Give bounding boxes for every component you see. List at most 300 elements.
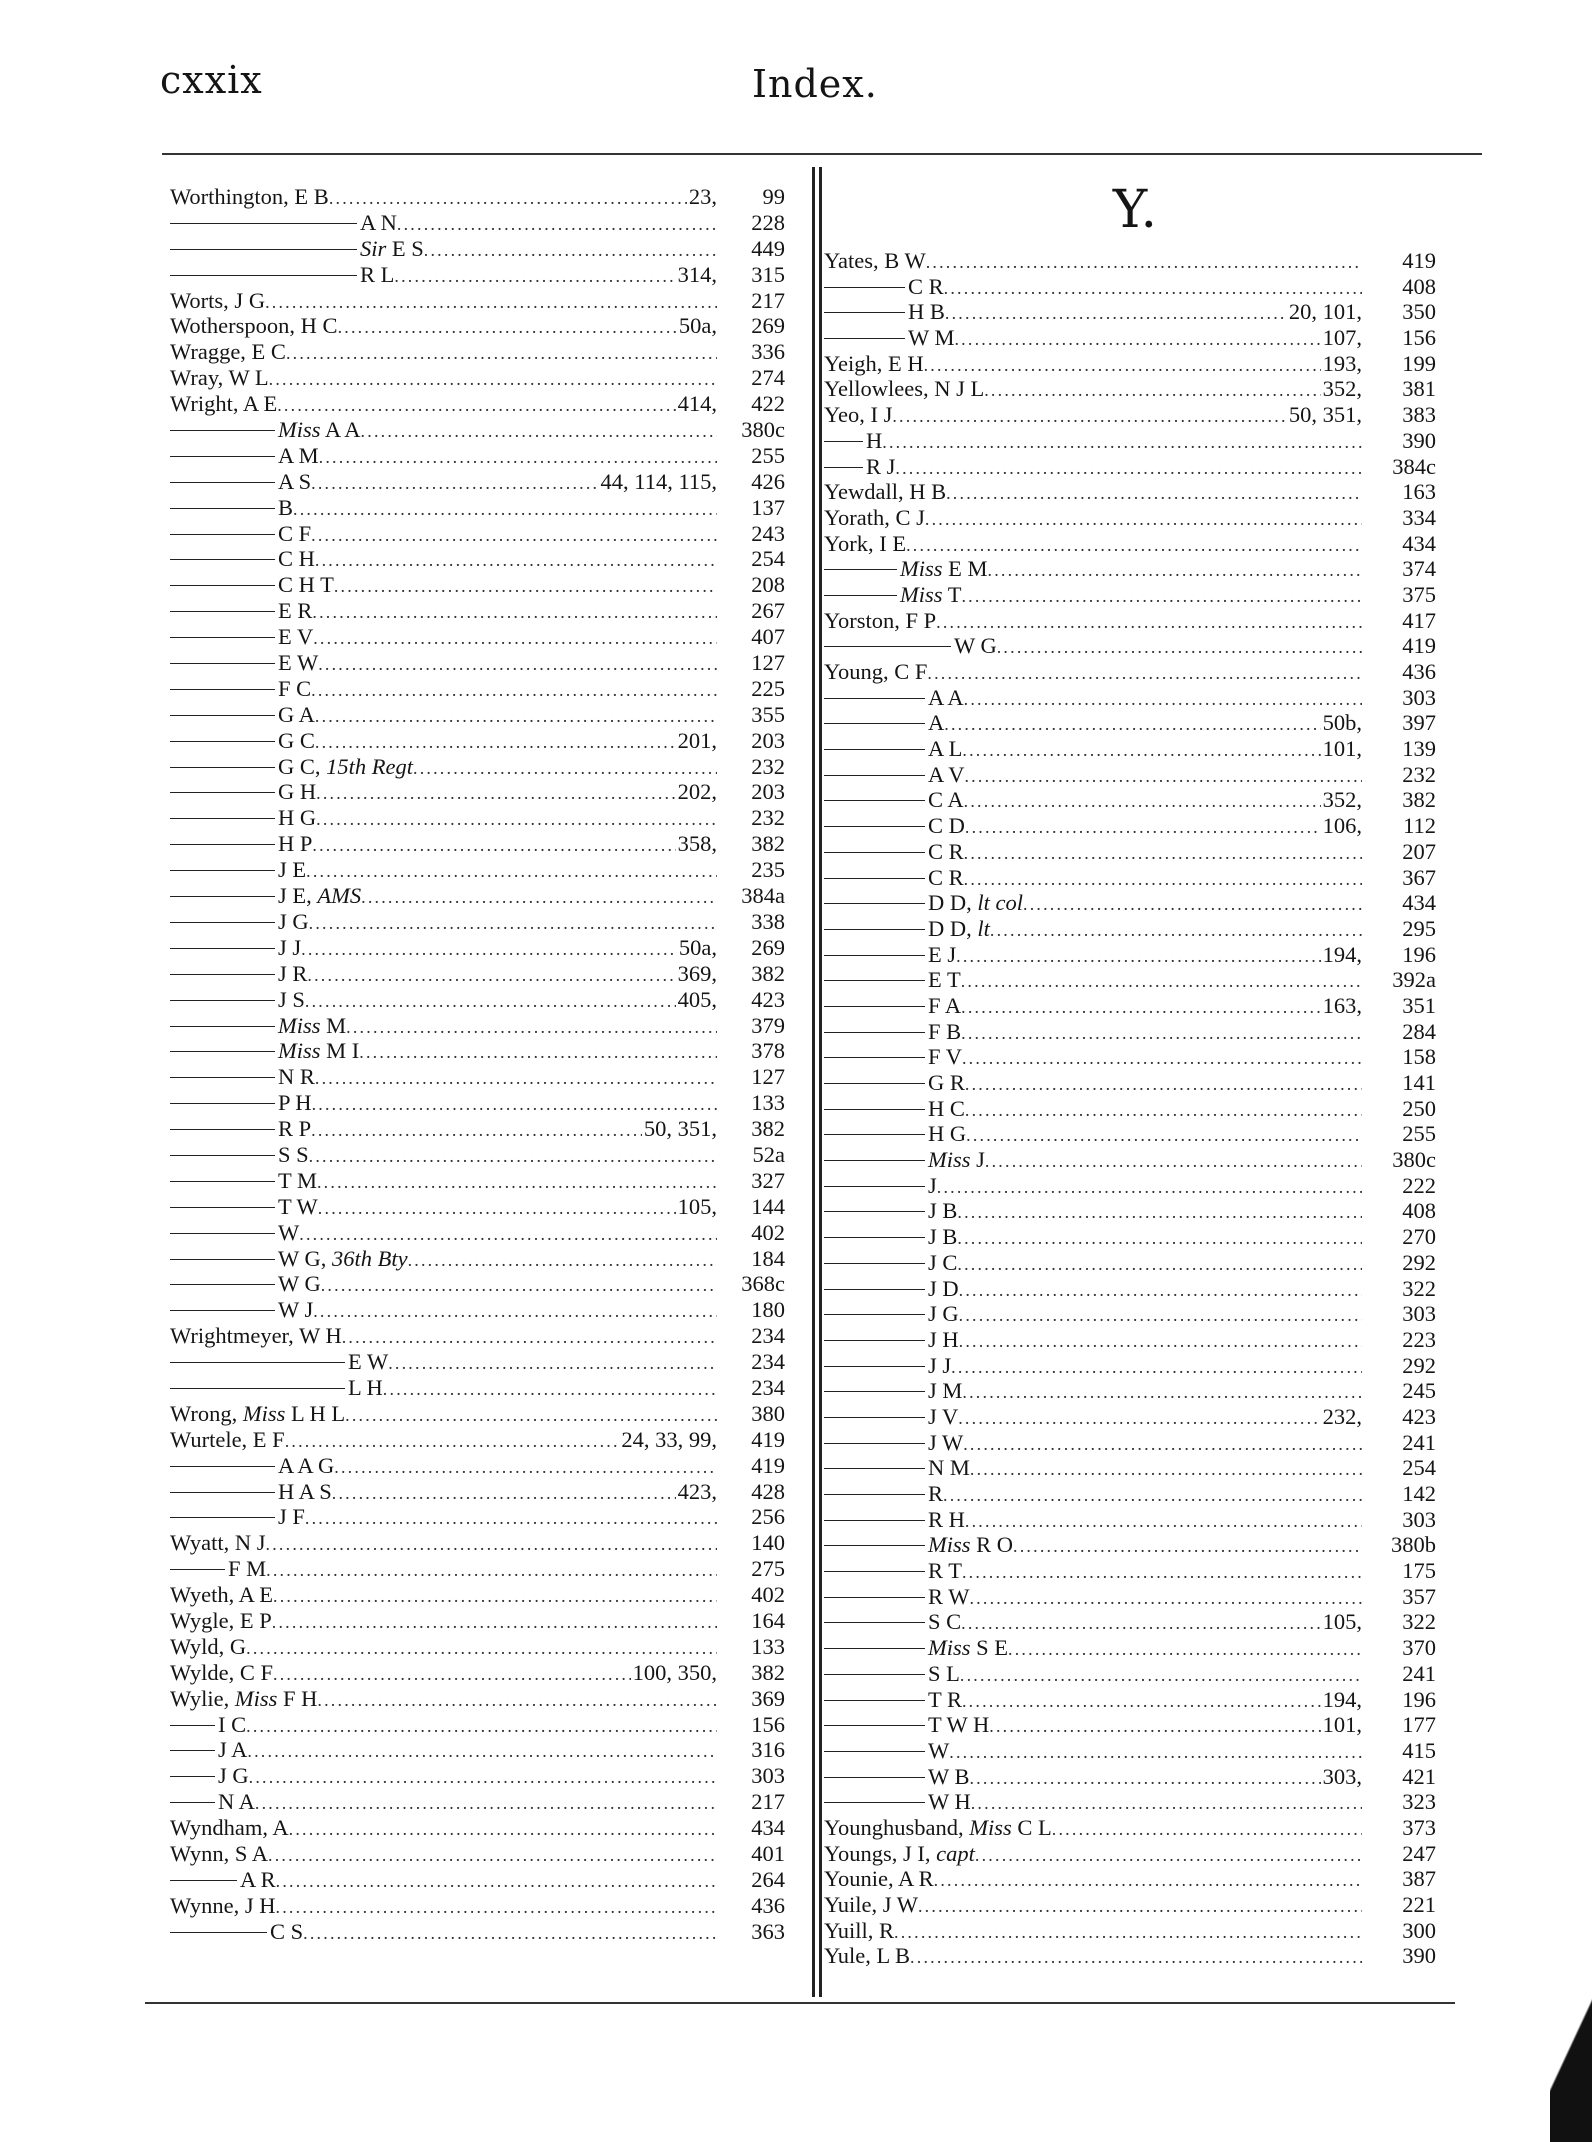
entry-name-text: H C: [928, 1095, 965, 1121]
ditto-dash: [170, 430, 275, 431]
leader-dots: [965, 1509, 1362, 1535]
entry-additional-pages: 105,: [1322, 1609, 1362, 1635]
entry-name-text: H B: [908, 299, 945, 325]
leader-dots: [383, 1377, 717, 1403]
leader-dots: [966, 1123, 1362, 1149]
entry-name: [278, 1168, 317, 1194]
entry-page-number: 428: [751, 1478, 785, 1504]
entry-additional-pages: 50b,: [1322, 710, 1362, 736]
entry-rank-suffix: lt: [977, 915, 990, 941]
entry-name: [824, 479, 946, 505]
leader-dots: [286, 341, 717, 367]
leader-dots: [309, 911, 717, 937]
entry-name: [824, 659, 927, 685]
leader-dots: [311, 471, 598, 497]
leader-dots: [962, 1689, 1321, 1715]
index-entry: [170, 495, 785, 521]
leader-dots: [1008, 1637, 1362, 1663]
entry-additional-pages: 358,: [677, 831, 717, 857]
entry-page-number: 269: [751, 313, 785, 339]
index-entry: [824, 1532, 1436, 1558]
entry-title-prefix: Miss: [928, 1147, 971, 1173]
entry-name-text: A N: [360, 209, 397, 235]
index-entry: [824, 1276, 1436, 1302]
entry-page-number: 419: [1402, 633, 1436, 659]
ditto-dash: [824, 1006, 925, 1007]
entry-page-number: 203: [751, 727, 785, 753]
ditto-dash: [824, 1134, 925, 1135]
entry-page-number: 133: [751, 1090, 785, 1116]
entry-name-text: F B: [928, 1018, 962, 1044]
ditto-dash: [170, 844, 275, 845]
entry-name: [928, 1147, 985, 1173]
index-entry: [170, 1090, 785, 1116]
entry-name-text: A A G: [278, 1452, 335, 1478]
index-entry: [824, 428, 1436, 454]
index-entry: [170, 1116, 785, 1142]
index-entry: [824, 1918, 1436, 1944]
entry-name-text: J S: [278, 986, 305, 1012]
index-entry: [170, 1867, 785, 1893]
ditto-dash: [170, 1802, 215, 1803]
leader-dots: [892, 404, 1287, 430]
entry-page-number: 163: [1402, 479, 1436, 505]
entry-name: [928, 1687, 962, 1713]
entry-name-text: H A S: [278, 1478, 332, 1504]
entry-name: [278, 598, 312, 624]
ditto-dash: [824, 1314, 925, 1315]
index-entry: [824, 1070, 1436, 1096]
leader-dots: [984, 378, 1320, 404]
entry-name-text: N A: [218, 1789, 255, 1815]
entry-name-text: T: [947, 581, 962, 607]
entry-name: [928, 1584, 969, 1610]
leader-dots: [906, 533, 1362, 559]
entry-name-text: J V: [928, 1403, 959, 1429]
entry-name: [928, 1738, 949, 1764]
index-entry: [170, 1919, 785, 1945]
ditto-dash: [824, 1648, 925, 1649]
ditto-dash: [170, 1388, 345, 1389]
entry-name: [928, 1198, 957, 1224]
column-divider-left-line: [812, 167, 815, 1997]
index-entry: [170, 1815, 785, 1841]
entry-name-text: C R: [928, 838, 964, 864]
entry-name-text: Younie, A R: [824, 1866, 934, 1892]
leader-dots: [313, 626, 717, 652]
entry-name-text: J G: [218, 1763, 249, 1789]
entry-additional-pages: 20, 101,: [1288, 299, 1362, 325]
entry-name-text: E T: [928, 967, 961, 993]
ditto-dash: [170, 275, 357, 276]
leader-dots: [962, 1560, 1362, 1586]
leader-dots: [969, 1586, 1362, 1612]
entry-name: [278, 1271, 321, 1297]
entry-name: [348, 1349, 388, 1375]
leader-dots: [927, 661, 1362, 687]
ditto-dash: [170, 922, 275, 923]
entry-page-number: 303: [1402, 1506, 1436, 1532]
entry-name-text: York, I E: [824, 530, 907, 556]
entry-name-text: F H: [283, 1685, 318, 1711]
entry-additional-pages: 202,: [677, 779, 717, 805]
entry-name-text: T W: [278, 1193, 318, 1219]
index-entry: [170, 1375, 785, 1401]
entry-name: [928, 1609, 961, 1635]
entry-name-text: Yeigh, E H: [824, 350, 924, 376]
entry-name-text: L H L: [290, 1400, 346, 1426]
ditto-dash: [170, 637, 275, 638]
entry-name: [278, 857, 306, 883]
entry-name: [928, 1789, 971, 1815]
ditto-dash: [824, 1725, 925, 1726]
entry-name: [928, 1096, 965, 1122]
entry-page-number: 245: [1402, 1378, 1436, 1404]
entry-name: [170, 1634, 246, 1660]
leader-dots: [975, 1843, 1362, 1869]
entry-title-prefix: Miss: [278, 417, 321, 443]
entry-name-text: Youngs, J I,: [824, 1840, 931, 1866]
entry-page-number: 397: [1402, 710, 1436, 736]
entry-name-text: A M: [278, 442, 319, 468]
ditto-dash: [170, 1466, 275, 1467]
index-entry: [824, 1019, 1436, 1045]
ditto-dash: [824, 1263, 925, 1264]
entry-page-number: 158: [1402, 1044, 1436, 1070]
index-entry: [824, 710, 1436, 736]
entry-name-text: Yeo, I J: [824, 402, 893, 428]
leader-dots: [971, 1791, 1362, 1817]
leader-dots: [924, 353, 1321, 379]
index-entry: [824, 633, 1436, 659]
ditto-dash: [170, 792, 275, 793]
entry-name: [278, 754, 413, 780]
index-entry: [824, 659, 1436, 685]
entry-name: [278, 1453, 334, 1479]
leader-dots: [276, 1869, 717, 1895]
ditto-dash: [170, 1103, 275, 1104]
entry-page-number: 380c: [1392, 1147, 1436, 1173]
entry-name-text: W J: [278, 1297, 314, 1323]
ditto-dash: [170, 508, 275, 509]
ditto-dash: [170, 559, 275, 560]
index-entry: [824, 993, 1436, 1019]
ditto-dash: [170, 1569, 225, 1570]
ditto-dash: [824, 980, 925, 981]
ditto-dash: [170, 223, 357, 224]
entry-page-number: 267: [751, 598, 785, 624]
entry-page-number: 401: [751, 1841, 785, 1866]
entry-name: [170, 1427, 285, 1453]
ditto-dash: [170, 663, 275, 664]
entry-page-number: 234: [751, 1374, 785, 1400]
entry-name-text: Wyatt, N J: [170, 1530, 266, 1556]
index-entry: [170, 1530, 785, 1556]
leader-dots: [315, 1066, 717, 1092]
entry-name: [278, 779, 316, 805]
ditto-dash: [824, 1700, 925, 1701]
entry-page-number: 378: [751, 1038, 785, 1064]
index-entry: [170, 1142, 785, 1168]
entry-name-text: T R: [928, 1686, 962, 1712]
entry-page-number: 426: [751, 468, 785, 494]
entry-page-number: 232: [1402, 761, 1436, 787]
entry-additional-pages: 101,: [1322, 736, 1362, 762]
entry-additional-pages: 24, 33, 99,: [621, 1426, 717, 1452]
entry-name-text: R J: [866, 453, 896, 479]
entry-page-number: 243: [751, 520, 785, 546]
entry-name-text: W: [928, 1737, 950, 1763]
ditto-dash: [824, 903, 925, 904]
index-entry: [824, 1121, 1436, 1147]
entry-name: [278, 546, 315, 572]
leader-dots: [329, 186, 687, 212]
ditto-dash: [170, 741, 275, 742]
leader-dots: [345, 1403, 717, 1429]
entry-page-number: 303: [1402, 1301, 1436, 1327]
entry-name-text: C L: [1017, 1814, 1052, 1840]
leader-dots: [959, 1278, 1362, 1304]
leader-dots: [965, 1072, 1362, 1098]
ditto-dash: [170, 1932, 267, 1933]
index-entry: [170, 1763, 785, 1789]
entry-name: [278, 572, 334, 598]
index-entry: [170, 1737, 785, 1763]
ditto-dash: [824, 1340, 925, 1341]
entry-name: [824, 351, 924, 377]
entry-name: [866, 454, 895, 480]
entry-name-text: J G: [928, 1301, 959, 1327]
index-entry: [824, 813, 1436, 839]
entry-name-text: A S: [278, 468, 312, 494]
entry-page-number: 221: [1402, 1892, 1436, 1917]
entry-name: [170, 1815, 289, 1841]
entry-page-number: 369: [751, 1685, 785, 1711]
entry-name-text: Wylde, C F: [170, 1659, 274, 1685]
index-entry: [824, 1609, 1436, 1635]
entry-name-text: N R: [278, 1064, 315, 1090]
leader-dots: [944, 276, 1362, 302]
leader-dots: [388, 1351, 717, 1377]
leader-dots: [315, 730, 676, 756]
index-column-left: [170, 184, 785, 1945]
entry-name-text: F V: [928, 1044, 962, 1070]
ditto-dash: [170, 585, 275, 586]
leader-dots: [961, 584, 1362, 610]
leader-dots: [247, 1739, 717, 1765]
ditto-dash: [824, 1083, 925, 1084]
entry-name-text: S E: [976, 1635, 1009, 1661]
ditto-dash: [170, 534, 275, 535]
entry-page-number: 207: [1402, 838, 1436, 864]
footer-rule: [145, 2002, 1455, 2004]
leader-dots: [359, 1040, 717, 1066]
entry-page-number: 434: [1402, 890, 1436, 916]
entry-name-text: F C: [278, 675, 312, 701]
entry-name-text: H G: [278, 805, 317, 831]
entry-name-text: Wragge, E C: [170, 339, 286, 365]
index-entry: [170, 1789, 785, 1815]
leader-dots: [926, 250, 1362, 276]
entry-name: [824, 531, 906, 557]
entry-name: [928, 1044, 962, 1070]
index-entry: [824, 1250, 1436, 1276]
ditto-dash: [824, 1674, 925, 1675]
leader-dots: [946, 481, 1362, 507]
entry-additional-pages: 50a,: [678, 313, 717, 339]
entry-page-number: 52a: [752, 1141, 785, 1167]
entry-name: [278, 1479, 332, 1505]
index-entry: [170, 1479, 785, 1505]
index-entry: [824, 1712, 1436, 1738]
ditto-dash: [824, 595, 897, 596]
entry-name-text: W G: [954, 633, 997, 659]
index-entry: [170, 1013, 785, 1039]
leader-dots: [964, 687, 1362, 713]
entry-page-number: 295: [1402, 915, 1436, 941]
entry-additional-pages: 193,: [1322, 350, 1362, 376]
leader-dots: [303, 1921, 717, 1947]
index-entry: [824, 1481, 1436, 1507]
entry-name: [824, 608, 936, 634]
ditto-dash: [824, 1186, 925, 1187]
index-entry: [824, 1327, 1436, 1353]
entry-name-text: G A: [278, 701, 315, 727]
entry-page-number: 363: [751, 1918, 785, 1944]
leader-dots: [925, 507, 1362, 533]
leader-dots: [317, 1170, 717, 1196]
entry-page-number: 373: [1402, 1814, 1436, 1840]
leader-dots: [408, 1248, 717, 1274]
entry-name-text: Wyndham, A: [170, 1815, 289, 1841]
entry-additional-pages: 194,: [1322, 941, 1362, 967]
entry-page-number: 133: [751, 1633, 785, 1659]
index-entry: [170, 1271, 785, 1297]
entry-page-number: 402: [751, 1219, 785, 1245]
entry-name-text: Yule, L B: [824, 1943, 911, 1969]
entry-name-text: J A: [218, 1737, 248, 1763]
entry-name-text: Wright, A E: [170, 391, 278, 417]
entry-page-number: 387: [1402, 1866, 1436, 1892]
entry-name-text: E R: [278, 598, 313, 624]
leader-dots: [895, 456, 1362, 482]
entry-name: [928, 685, 964, 711]
index-entry: [170, 1582, 785, 1608]
index-entry: [170, 831, 785, 857]
entry-name: [928, 1507, 965, 1533]
entry-name-text: Young, C F: [824, 659, 928, 684]
leader-dots: [970, 1457, 1362, 1483]
ditto-dash: [824, 826, 925, 827]
leader-dots: [307, 963, 675, 989]
ditto-dash: [824, 1391, 925, 1392]
index-entry: [170, 650, 785, 676]
entry-name-text: Yuill, R: [824, 1917, 895, 1943]
section-letter-heading: Y.: [1112, 180, 1158, 240]
leader-dots: [943, 1483, 1362, 1509]
leader-dots: [305, 989, 676, 1015]
leader-dots: [956, 944, 1321, 970]
entry-rank-suffix: 36th Bty: [331, 1245, 408, 1271]
entry-page-number: 367: [1402, 864, 1436, 890]
entry-name: [278, 883, 361, 909]
leader-dots: [273, 1584, 717, 1610]
ditto-dash: [170, 1129, 275, 1130]
entry-page-number: 334: [1402, 504, 1436, 530]
index-entry: [170, 805, 785, 831]
entry-name-text: Wynne, J H: [170, 1892, 276, 1918]
index-entry: [824, 454, 1436, 480]
entry-name-text: J E,: [278, 883, 312, 909]
entry-name: [170, 1530, 266, 1556]
index-entry: [824, 1301, 1436, 1327]
leader-dots: [313, 1299, 717, 1325]
entry-name-text: W B: [928, 1763, 970, 1789]
index-entry: [170, 702, 785, 728]
entry-name: [824, 1841, 975, 1867]
index-entry: [170, 1194, 785, 1220]
leader-dots: [311, 678, 717, 704]
entry-additional-pages: 414,: [677, 391, 717, 417]
entry-name-text: J E: [278, 857, 307, 883]
entry-name-text: J M: [928, 1378, 963, 1404]
leader-dots: [332, 1481, 676, 1507]
entry-name-text: J R: [278, 960, 308, 986]
index-entry: [824, 1430, 1436, 1456]
entry-name: [278, 961, 307, 987]
index-entry: [170, 262, 785, 288]
ditto-dash: [170, 1310, 275, 1311]
entry-page-number: 225: [751, 675, 785, 701]
entry-page-number: 241: [1402, 1429, 1436, 1455]
entry-name-text: J J: [928, 1352, 952, 1378]
entry-name: [360, 236, 424, 262]
entry-name: [270, 1919, 303, 1945]
leader-dots: [962, 738, 1320, 764]
entry-name-text: C R: [928, 864, 964, 890]
entry-name: [908, 274, 944, 300]
index-entry: [170, 1893, 785, 1919]
entry-additional-pages: 100, 350,: [632, 1659, 717, 1685]
entry-page-number: 127: [751, 650, 785, 676]
entry-title-prefix: Miss: [234, 1685, 278, 1711]
index-entry: [170, 443, 785, 469]
ditto-dash: [824, 800, 925, 801]
entry-name: [218, 1763, 249, 1789]
leader-dots: [315, 548, 717, 574]
leader-dots: [962, 1046, 1362, 1072]
index-entry: [824, 582, 1436, 608]
leader-dots: [961, 1021, 1362, 1047]
index-entry: [170, 1401, 785, 1427]
ditto-dash: [170, 1051, 275, 1052]
entry-name-text: E M: [948, 556, 988, 582]
index-entry: [824, 556, 1436, 582]
entry-name-text: F A: [928, 992, 962, 1018]
entry-name-text: W M: [908, 325, 955, 351]
entry-page-number: 156: [1402, 325, 1436, 351]
index-entry: [824, 1584, 1436, 1610]
entry-page-number: 379: [751, 1012, 785, 1038]
index-entry: [170, 728, 785, 754]
entry-name: [928, 1327, 959, 1353]
index-entry: [170, 1038, 785, 1064]
entry-additional-pages: 194,: [1322, 1686, 1362, 1712]
entry-name: [928, 1250, 957, 1276]
index-entry: [170, 339, 785, 365]
leader-dots: [965, 1098, 1362, 1124]
entry-name: [824, 248, 926, 274]
